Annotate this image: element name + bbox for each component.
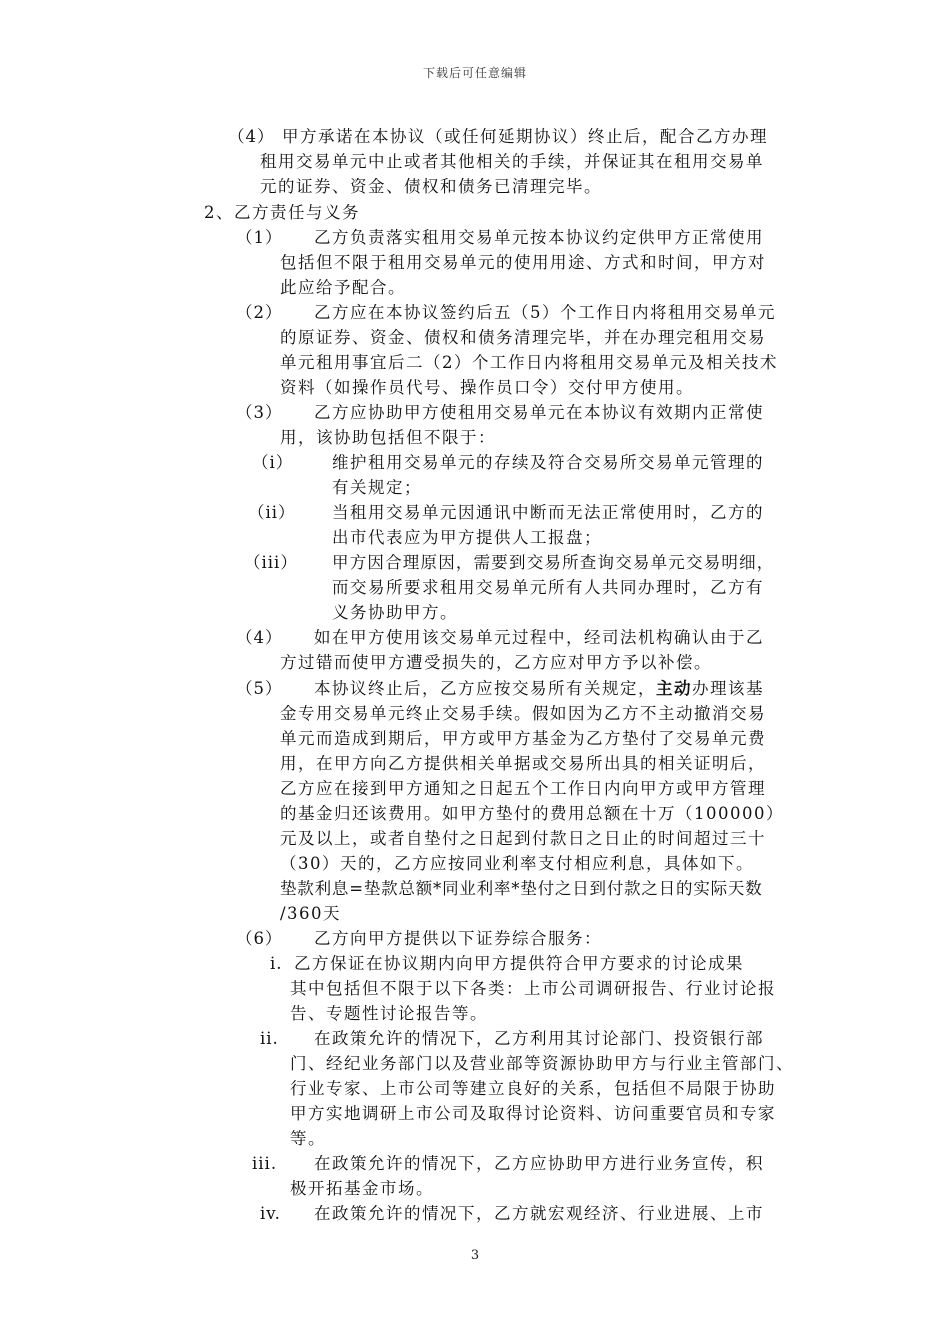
item-number: （1） [236,228,283,247]
item-number: （6） [236,929,283,948]
text-line: 单元租用事宜后二（2）个工作日内将租用交易单元及相关技术 [280,353,778,372]
item-number: （i） [252,453,294,472]
section-heading: 2、乙方责任与义务 [204,203,360,222]
text-line: 甲方因合理原因，需要到交易所查询交易单元交易明细， [332,553,775,572]
text-line: 乙方应在本协议签约后五（5）个工作日内将租用交易单元 [314,303,776,322]
item-number: （iii） [244,553,298,572]
item-number: （5） [236,679,283,698]
text-line: 在政策允许的情况下，乙方就宏观经济、行业进展、上市 [314,1204,764,1223]
text-line: 乙方负责落实租用交易单元按本协议约定供甲方正常使用 [314,228,764,247]
text-line: 用，在甲方向乙方提供相关单据或交易所出具的相关证明后， [280,754,766,773]
text-line: 元及以上，或者自垫付之日起到付款日之日止的时间超过三十 [280,829,766,848]
item-number: （4） [236,628,283,647]
text-line: 乙方应在接到甲方通知之日起五个工作日内向甲方或甲方管理 [280,779,766,798]
text-line: 资料（如操作员代号、操作员口令）交付甲方使用。 [280,378,694,397]
bold-emphasis: 主动 [656,679,692,698]
item-number: i. [270,954,283,973]
text-line: 而交易所要求租用交易单元所有人共同办理时，乙方有 [332,578,764,597]
text-line: 门、经纪业务部门以及营业部等资源协助甲方与行业主管部门、 [290,1054,794,1073]
text-line: 乙方应协助甲方使租用交易单元在本协议有效期内正常使 [314,403,764,422]
text-line: 包括但不限于租用交易单元的使用用途、方式和时间，甲方对 [280,253,766,272]
text-line: 等。 [290,1129,326,1148]
text-line: 其中包括但不限于以下各类：上市公司调研报告、行业讨论报 [290,979,776,998]
page-number: 3 [470,1248,480,1263]
item-number: ii. [260,1029,279,1048]
text-line: 甲方承诺在本协议（或任何延期协议）终止后，配合乙方办理 [282,127,768,146]
text-line: 租用交易单元中止或者其他相关的手续，并保证其在租用交易单 [260,152,764,171]
text-line: 单元而造成到期后，甲方或甲方基金为乙方垫付了交易单元费 [280,729,766,748]
text-line: 在政策允许的情况下，乙方应协助甲方进行业务宣传，积 [314,1154,764,1173]
formula-line: 垫款利息=垫款总额*同业利率*垫付之日到付款之日的实际天数 [280,879,763,898]
item-number: （2） [236,303,283,322]
text-line: 维护租用交易单元的存续及符合交易所交易单元管理的 [332,453,764,472]
text-line: 乙方向甲方提供以下证券综合服务： [314,929,602,948]
text-line: 金专用交易单元终止交易手续。假如因为乙方不主动撤消交易 [280,704,766,723]
text-line: 行业专家、上市公司等建立良好的关系，包括但不局限于协助 [290,1079,776,1098]
text-line [314,676,764,701]
text-line: 出市代表应为甲方提供人工报盘； [332,528,602,547]
text-line: 甲方实地调研上市公司及取得讨论资料、访问重要官员和专家 [290,1104,776,1123]
formula-line: /360天 [280,904,342,923]
text-segment: 办理该基 [692,679,764,698]
text-line: 的原证券、资金、债权和债务清理完毕，并在办理完租用交易 [280,328,766,347]
text-line: 当租用交易单元因通讯中断而无法正常使用时，乙方的 [332,503,764,522]
page-header: 下载后可任意编辑 [422,66,527,80]
text-line: 告、专题性讨论报告等。 [290,1004,488,1023]
text-line: 极开拓基金市场。 [290,1179,434,1198]
item-number: （4） [228,127,275,146]
text-line: 如在甲方使用该交易单元过程中，经司法机构确认由于乙 [314,628,764,647]
text-line: 的基金归还该费用。如甲方垫付的费用总额在十万（100000） [280,804,784,823]
text-segment: 本协议终止后，乙方应按交易所有关规定， [314,679,656,698]
text-line: 在政策允许的情况下，乙方利用其讨论部门、投资银行部 [314,1029,764,1048]
item-number: iv. [260,1204,281,1223]
item-number: iii. [252,1154,278,1173]
text-line: 此应给予配合。 [280,278,406,297]
text-line: 元的证券、资金、债权和债务已清理完毕。 [260,177,602,196]
text-line: （30）天的，乙方应按同业利率支付相应利息，具体如下。 [280,854,754,873]
text-line: 义务协助甲方。 [332,603,458,622]
text-line: 方过错而使甲方遭受损失的，乙方应对甲方予以补偿。 [280,653,712,672]
item-number: （3） [236,403,283,422]
item-number: （ii） [248,503,296,522]
text-line: 有关规定； [332,478,422,497]
text-line: 乙方保证在协议期内向甲方提供符合甲方要求的讨论成果 [294,954,744,973]
text-line: 用，该协助包括但不限于： [280,428,496,447]
